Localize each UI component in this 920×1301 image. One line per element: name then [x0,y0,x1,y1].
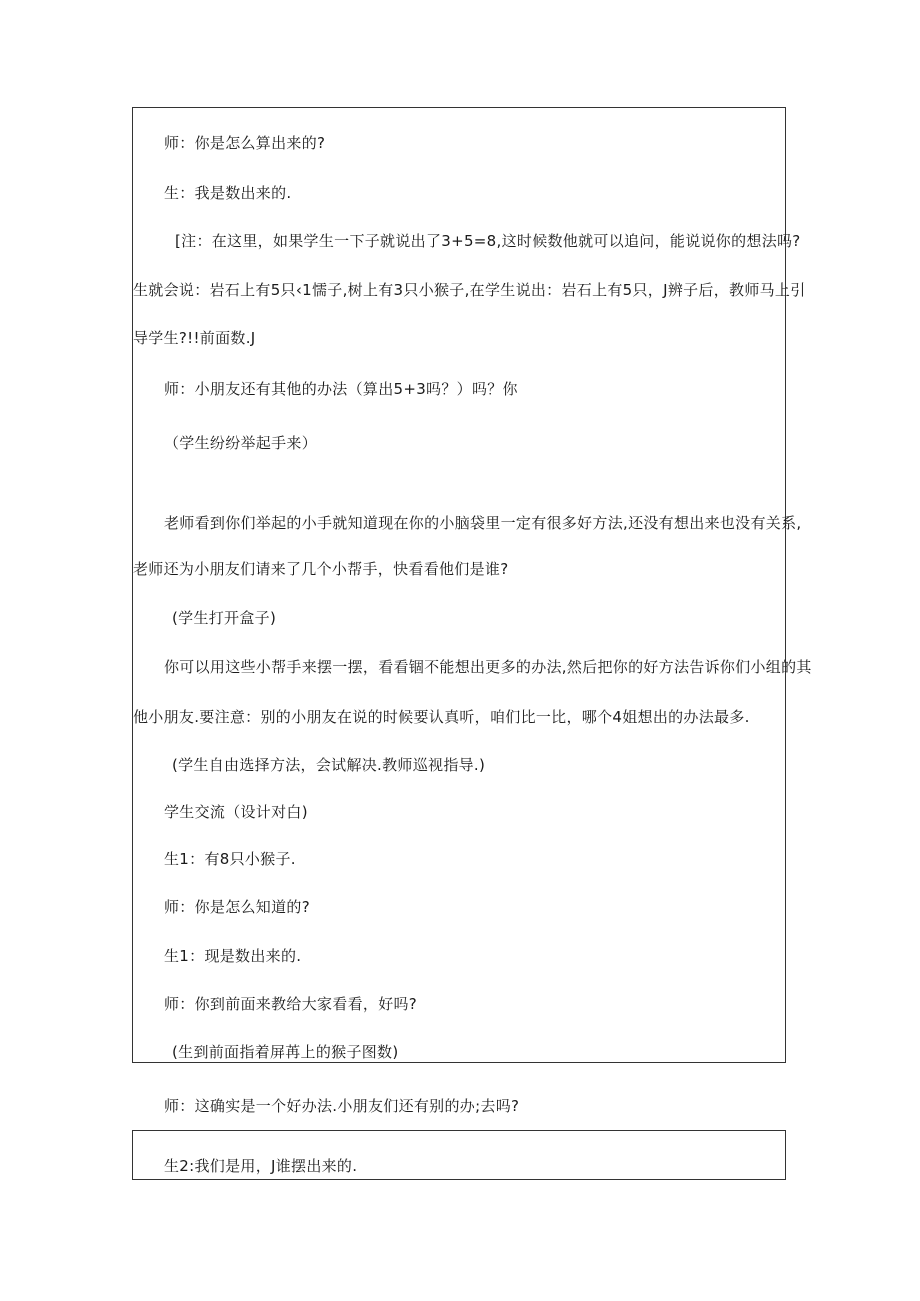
text-line-17: 生1：现是数出来的. [164,947,302,965]
text-line-1: 师：你是怎么算出来的? [164,134,326,152]
text-line-12: 他小朋友.要注意：别的小朋友在说的时候要认真听，咱们比一比，哪个4姐想出的办法最多. [133,708,750,726]
text-line-9: 老师还为小朋友们请来了几个小帮手，快看看他们是谁? [133,560,509,578]
text-line-18: 师：你到前面来教给大家看看，好吗? [164,995,418,1013]
text-line-4: 生就会说：岩石上有5只‹1懦子,树上有3只小猴子,在学生说出：岩石上有5只，J辨子后，教师马上引 [133,281,806,299]
text-line-8: 老师看到你们举起的小手就知道现在你的小脑袋里一定有很多好方法,还没有想出来也没有关系, [164,514,802,532]
text-line-5: 导学生?!!前面数.J [133,329,256,347]
text-line-small-box: 生2:我们是用，J谁摆出来的. [164,1157,358,1175]
text-line-7: （学生纷纷举起手来） [164,434,318,452]
text-line-10: (学生打开盒子) [172,609,277,627]
text-line-outside: 师：这确实是一个好办法.小朋友们还有别的办;去吗? [164,1097,520,1115]
text-line-16: 师：你是怎么知道的? [164,898,310,916]
text-line-3: [注：在这里，如果学生一下子就说出了3+5=8,这时候数他就可以追问，能说说你的想法吗? [175,232,801,250]
text-line-6: 师：小朋友还有其他的办法（算出5+3吗？）吗？你 [164,380,518,398]
text-line-15: 生1：有8只小猴子. [164,850,296,868]
text-line-11: 你可以用这些小帮手来摆一摆，看看锢不能想出更多的办法,然后把你的好方法告诉你们小组的其 [164,658,812,676]
text-line-13: (学生自由选择方法，会试解决.教师巡视指导.) [172,756,486,774]
text-line-2: 生：我是数出来的. [164,184,292,202]
text-line-14: 学生交流（设计对白) [164,803,308,821]
text-line-19: (生到前面指着屏苒上的猴子图数) [172,1043,399,1061]
